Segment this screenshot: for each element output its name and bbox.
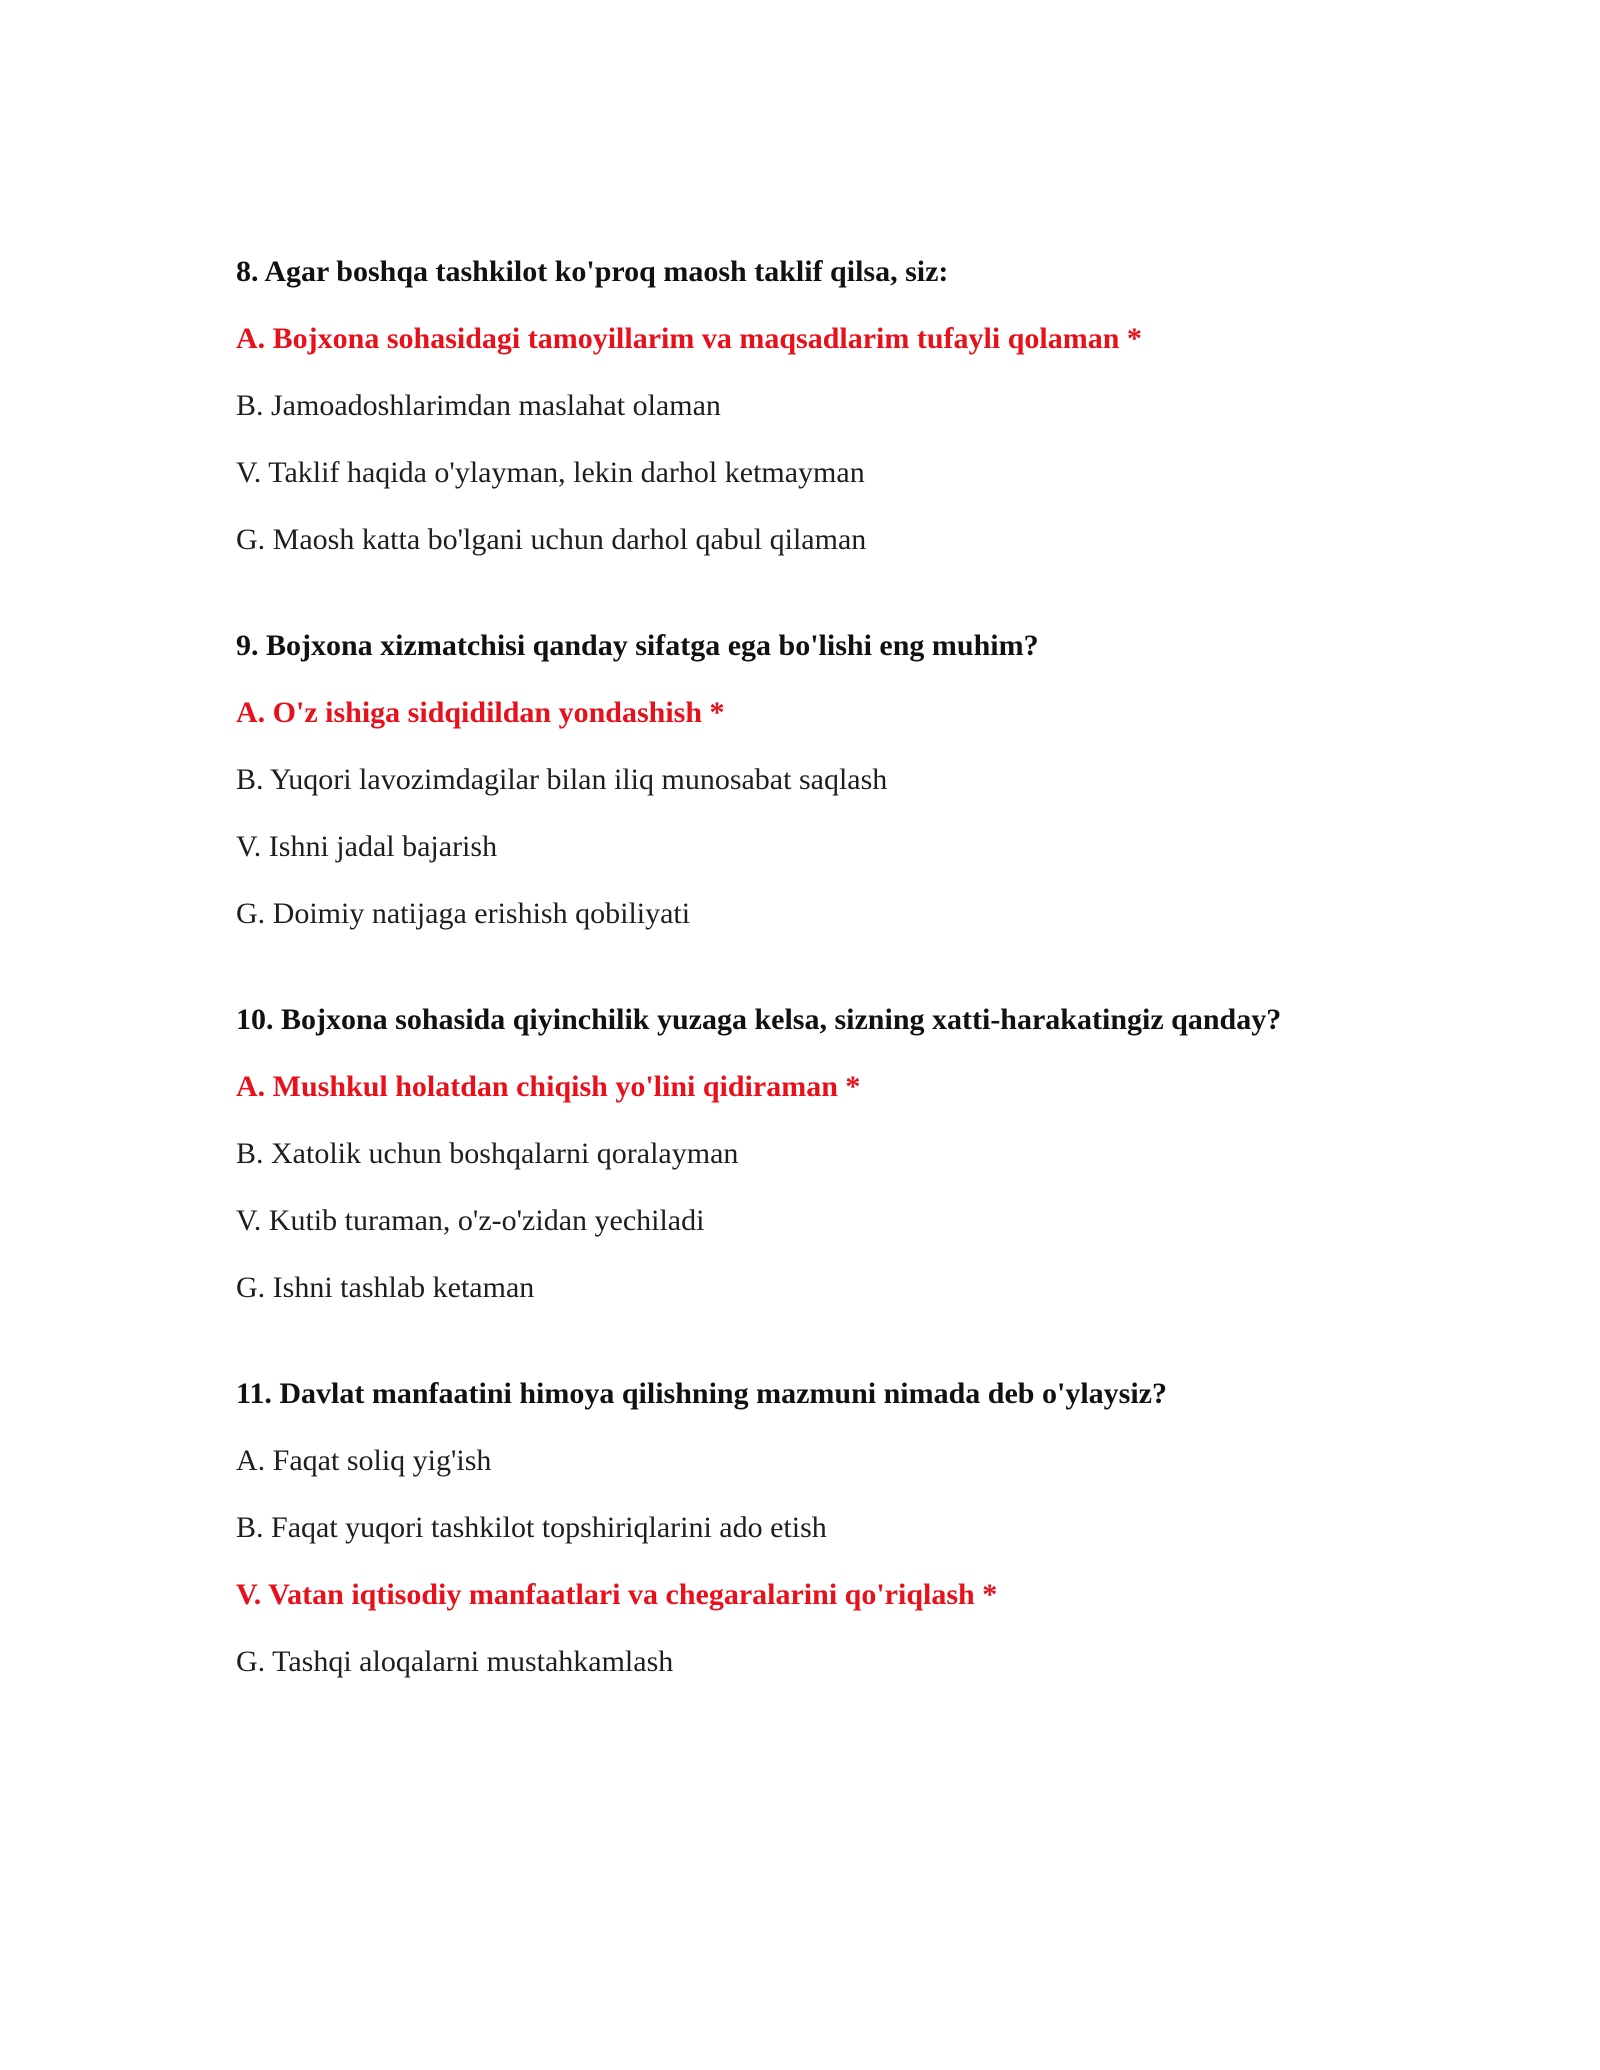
option-g: G. Tashqi aloqalarni mustahkamlash xyxy=(236,1645,674,1678)
option-b: B. Yuqori lavozimdagilar bilan iliq munosabat saqlash xyxy=(236,763,888,796)
question-11 xyxy=(236,1374,1436,1682)
option-g: G. Maosh katta bo'lgani uchun darhol qabul qilaman xyxy=(236,523,867,556)
question-title: 9. Bojxona xizmatchisi qanday sifatga ega bo'lishi eng muhim? xyxy=(236,629,1039,662)
question-title: 8. Agar boshqa tashkilot ko'proq maosh taklif qilsa, siz: xyxy=(236,255,949,288)
option-b: B. Xatolik uchun boshqalarni qoralayman xyxy=(236,1137,739,1170)
question-9 xyxy=(236,626,1436,934)
question-10 xyxy=(236,1000,1436,1308)
option-a-correct: A. Bojxona sohasidagi tamoyillarim va maqsadlarim tufayli qolaman * xyxy=(236,322,1142,355)
option-b: B. Jamoadoshlarimdan maslahat olaman xyxy=(236,389,721,422)
option-a-correct: A. Mushkul holatdan chiqish yo'lini qidiraman * xyxy=(236,1070,861,1103)
question-title: 11. Davlat manfaatini himoya qilishning mazmuni nimada deb o'ylaysiz? xyxy=(236,1377,1167,1410)
question-title: 10. Bojxona sohasida qiyinchilik yuzaga kelsa, sizning xatti-harakatingiz qanday? xyxy=(236,1003,1282,1036)
question-8 xyxy=(236,252,1436,560)
option-a: A. Faqat soliq yig'ish xyxy=(236,1444,492,1477)
option-v: V. Ishni jadal bajarish xyxy=(236,830,498,863)
option-g: G. Ishni tashlab ketaman xyxy=(236,1271,535,1304)
option-b: B. Faqat yuqori tashkilot topshiriqlarini ado etish xyxy=(236,1511,827,1544)
option-v: V. Taklif haqida o'ylayman, lekin darhol ketmayman xyxy=(236,456,865,489)
option-v: V. Kutib turaman, o'z-o'zidan yechiladi xyxy=(236,1204,705,1237)
option-a-correct: A. O'z ishiga sidqidildan yondashish * xyxy=(236,696,725,729)
option-v-correct: V. Vatan iqtisodiy manfaatlari va chegaralarini qo'riqlash * xyxy=(236,1578,998,1611)
quiz-content xyxy=(236,252,1436,1748)
option-g: G. Doimiy natijaga erishish qobiliyati xyxy=(236,897,691,930)
